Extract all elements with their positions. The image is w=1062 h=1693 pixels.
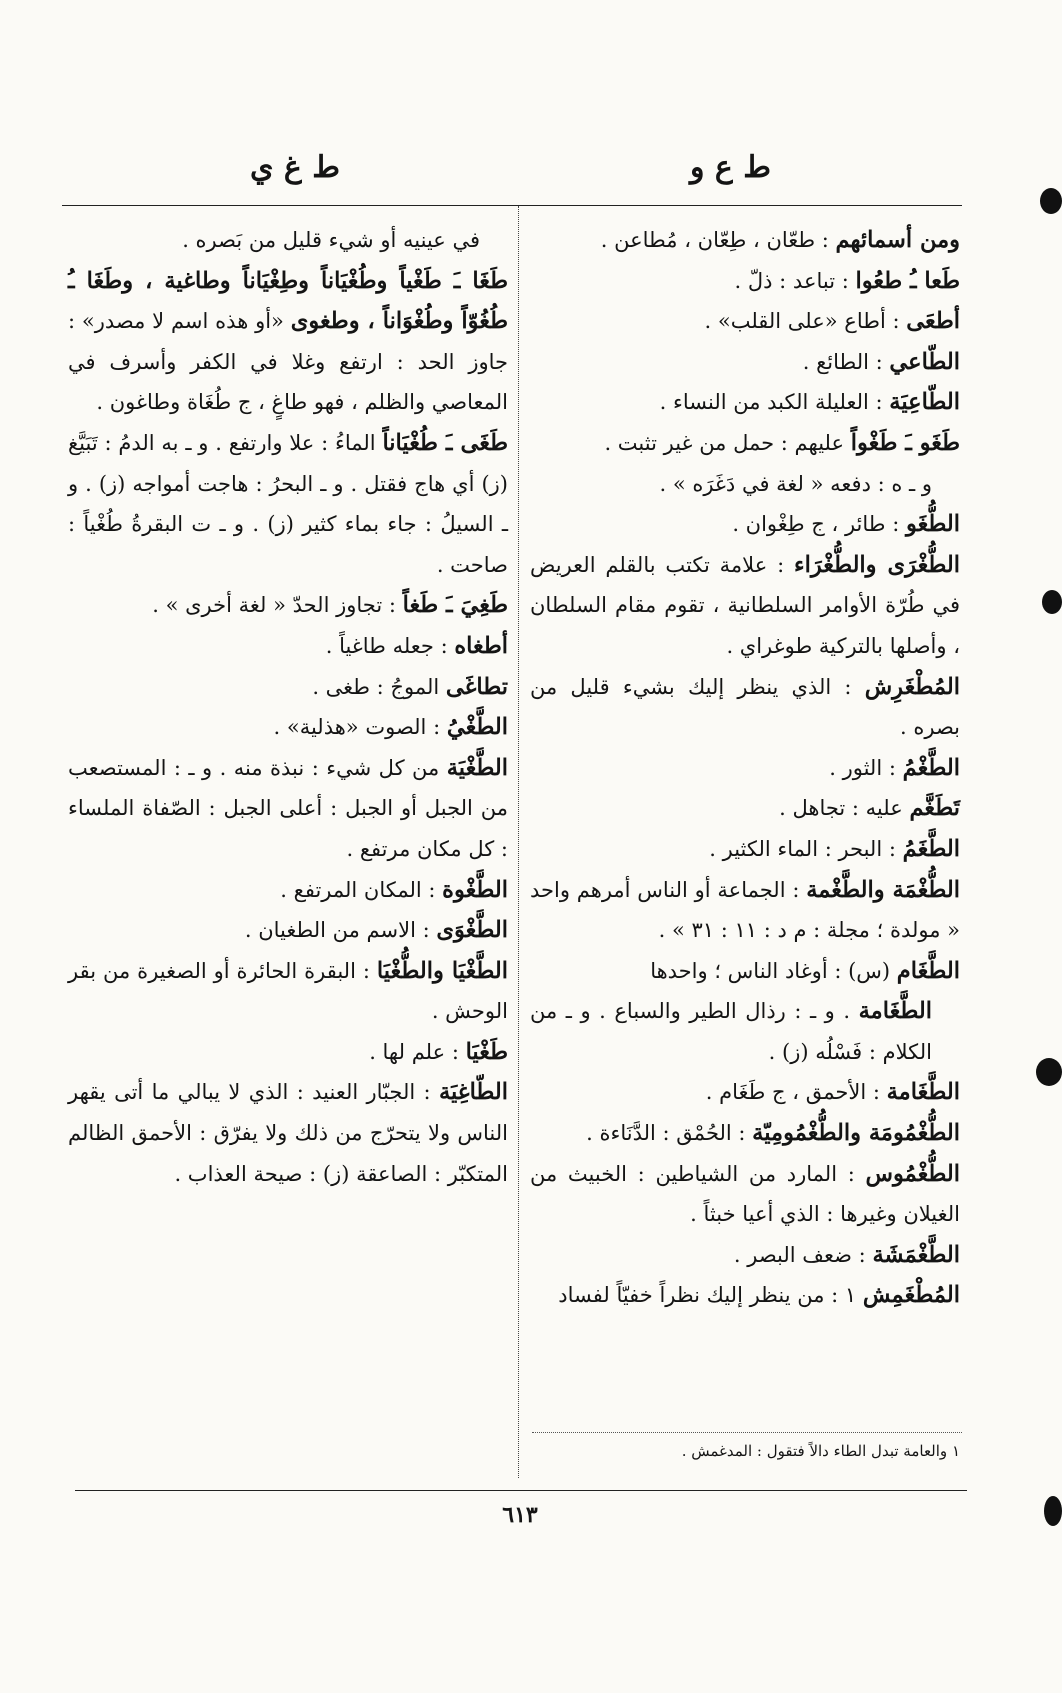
entry-headword: أطغاه <box>454 632 508 659</box>
entry-headword: طَعا ـُ طعُوا <box>855 267 960 294</box>
entry-definition: من كل شيء : نبذة منه . و ـ : المستصعب من الجبل أو الجبل : أعلى الجبل : الصّفاة الملساء : كل مكان مرتفع . <box>68 755 508 861</box>
entry-definition: : المكان المرتفع . <box>280 877 443 902</box>
entry-definition: : الجماعة أو الناس أمرهم واحد « مولدة ؛ مجلة : م د : ١١ : ٣١ » . <box>530 877 960 943</box>
entry-definition: : الذي ينظر إليك بشيء قليل من بصره . <box>530 674 960 740</box>
entry-definition: : الاسم من الطغيان . <box>244 918 437 943</box>
footnote: ١ والعامة تبدل الطاء دالاً فتقول : المدغمش . <box>681 1442 960 1460</box>
entry-headword: الطُّغْرَى والطُّغْرَاء <box>794 551 960 578</box>
dictionary-entry <box>530 261 960 302</box>
dictionary-entry-continuation <box>68 220 508 261</box>
entry-headword: أطعَى <box>906 308 960 335</box>
page-number: ٦١٣ <box>502 1502 538 1528</box>
right-column <box>530 220 960 1316</box>
entry-headword: المُطْغَمِش <box>862 1282 960 1309</box>
entry-definition: : الحُمْق : الدَّنَاءة . <box>586 1121 753 1146</box>
entry-headword: طَغَو ـَ طَغْواً <box>850 429 960 456</box>
entry-headword: الطَّغْيَا والطُّغْيَا <box>376 957 508 984</box>
entry-definition: : ضعف البصر . <box>733 1242 873 1267</box>
entry-headword: تطاغَى <box>445 673 508 700</box>
scan-blot <box>1042 590 1062 614</box>
dictionary-entry <box>68 585 508 626</box>
entry-definition: . و ـ : رذال الطير والسباع . و ـ من الكلام : فَسْلُه (ز) . <box>530 999 932 1064</box>
entry-headword: الطَّغْمَشَة <box>872 1241 960 1268</box>
dictionary-entry <box>530 1235 960 1276</box>
dictionary-entry <box>530 1072 960 1113</box>
entry-definition: و ـ ه : دفعه « لغة في دَغَرَه » . <box>659 471 932 496</box>
dictionary-entry <box>530 1154 960 1235</box>
entry-headword: الطَّغْوَى <box>436 917 508 944</box>
entry-definition: : طعّان ، طِعّان ، مُطاعن . <box>600 228 836 252</box>
entry-headword: الطّاغِيَة <box>438 1079 508 1106</box>
entry-headword: الطَّغَمُ <box>902 835 960 862</box>
scan-blot <box>1044 1496 1062 1526</box>
dictionary-entry <box>68 1032 508 1073</box>
entry-headword: الطَّغْوة <box>442 876 508 903</box>
footnote-rule <box>532 1432 962 1433</box>
entry-definition: الموجُ : طغى . <box>312 674 446 699</box>
dictionary-entry <box>530 382 960 423</box>
entry-definition: عليهم : حمل من غير تثبت . <box>604 430 851 455</box>
entry-headword: الطُّغْمُومَة والطُّغْمُومِيّة <box>752 1120 960 1147</box>
dictionary-entry <box>530 951 960 992</box>
left-column <box>68 220 508 1194</box>
page-header-right: ط ع و <box>690 150 772 185</box>
entry-definition: (س) : أوغاد الناس ؛ واحدها <box>650 958 897 983</box>
entry-definition: : علامة تكتب بالقلم العريض في طُرّة الأوامر السلطانية ، تقوم مقام السلطان ، وأصلها بالتركية طوغراي . <box>530 552 960 658</box>
entry-headword: طَغِيَ ـَ طَغاً <box>402 592 508 619</box>
entry-definition: : العليلة الكبد من النساء . <box>659 390 890 415</box>
entry-headword: الطُّغَو <box>905 511 960 538</box>
entry-headword: الطّاعي <box>889 348 960 375</box>
dictionary-entry <box>68 910 508 951</box>
entry-headword: الطُّغْمَة والطَّغْمة <box>806 876 960 903</box>
entry-definition: : الطائع . <box>802 349 890 374</box>
entry-headword: الطَّغَامة <box>858 998 932 1025</box>
entry-headword: تَطَغَّم <box>909 795 960 822</box>
dictionary-entry <box>530 1113 960 1154</box>
dictionary-entry <box>68 1072 508 1194</box>
dictionary-entry <box>530 667 960 748</box>
entry-headword: طَغَا ـَ طَغْياً وطُغْيَاناً وطِغْيَاناً وطاغية ، وطَغَا ـُ طُغُوّاً وطُغْوَاناً ، وطغوى <box>68 267 509 335</box>
entry-definition: : المارد من الشياطين : الخبيث من الغيلان وغيرها : الذي أعيا خبثاً . <box>530 1161 960 1227</box>
entry-definition: «أو هذه اسم لا مصدر» : جاوز الحد : ارتفع وغلا في الكفر وأسرف في المعاصي والظلم ، فهو طاغٍ ، ج طُغَاة وطاغون . <box>68 309 508 415</box>
entry-definition: : جعله طاغياً . <box>325 633 455 658</box>
dictionary-entry <box>530 220 960 261</box>
entry-headword: الطَّغْمُ <box>902 754 960 781</box>
entry-headword: الطَّغْيَة <box>446 754 508 781</box>
dictionary-entry <box>68 870 508 911</box>
dictionary-entry <box>68 626 508 667</box>
dictionary-entry <box>530 829 960 870</box>
entry-headword: الطّاعِيَة <box>889 389 960 416</box>
header-rule <box>62 205 962 206</box>
entry-definition: : طائر ، ج طِغْوان . <box>732 512 906 537</box>
entry-headword: الطَّغَامة <box>886 1079 960 1106</box>
entry-headword: المُطْغَرِش <box>864 673 960 700</box>
entry-definition: : تباعد : ذلّ . <box>734 268 856 293</box>
dictionary-entry <box>530 342 960 383</box>
dictionary-entry-continuation <box>530 991 960 1072</box>
scan-blot <box>1040 188 1062 214</box>
dictionary-entry <box>530 748 960 789</box>
dictionary-entry <box>530 301 960 342</box>
dictionary-entry <box>68 951 508 1032</box>
entry-definition: : علم لها . <box>369 1039 466 1064</box>
footer-rule <box>75 1490 967 1491</box>
entry-definition: ١ : من ينظر إليك نظراً خفيّاً لفساد <box>558 1283 863 1308</box>
dictionary-entry <box>68 748 508 870</box>
dictionary-entry <box>68 261 508 423</box>
dictionary-entry <box>530 870 960 951</box>
entry-definition: : الصوت «هذلية» . <box>273 715 447 740</box>
scan-blot <box>1036 1058 1062 1086</box>
dictionary-entry <box>68 667 508 708</box>
page-header-left: ط غ ي <box>250 150 341 185</box>
entry-definition: : الثور . <box>829 755 903 780</box>
entry-headword: الطَّغَام <box>896 957 960 984</box>
entry-definition: : الجبّار العنيد : الذي لا يبالي ما أتى يقهر الناس ولا يتحرّج من ذلك ولا يفرّق : الأحمق الظالم المتكبّر : الصاعقة (ز) : صيحة العذاب . <box>68 1080 508 1186</box>
dictionary-entry <box>68 707 508 748</box>
entry-definition: في عينيه أو شيء قليل من بَصره . <box>182 228 480 252</box>
dictionary-entry <box>530 545 960 667</box>
entry-definition: : أطاع «على القلب» . <box>704 309 907 334</box>
dictionary-entry <box>68 423 508 585</box>
entry-headword: الطُّغْمُوس <box>865 1160 960 1187</box>
entry-headword: الطَّغْيُ <box>446 714 508 741</box>
dictionary-entry <box>530 423 960 464</box>
entry-definition: : البحر : الماء الكثير . <box>709 836 903 861</box>
entry-definition: : تجاوز الحدّ « لغة أخرى » . <box>152 593 403 618</box>
entry-definition: عليه : تجاهل . <box>779 796 910 821</box>
dictionary-entry <box>530 788 960 829</box>
entry-definition: : البقرة الحائرة أو الصغيرة من بقر الوحش . <box>68 958 508 1024</box>
column-divider <box>518 206 519 1478</box>
dictionary-entry-continuation <box>530 464 960 505</box>
entry-headword: ومن أسمائهم <box>835 227 960 253</box>
entry-headword: طَغَى ـَ طُغْيَاناً <box>382 429 508 456</box>
entry-definition: : الأحمق ، ج طَغَام . <box>705 1080 887 1105</box>
entry-definition: الماءُ : علا وارتفع . و ـ به الدمُ : تَبَيَّغ (ز) أي هاج فقتل . و ـ البحرُ : هاجت أمواجه (ز) . و ـ السيلُ : جاء بماء كثير (ز) . و ـ ت البقرةُ طُغْياً : صاحت . <box>68 430 508 577</box>
dictionary-entry <box>530 1275 960 1316</box>
entry-headword: طَغْيَا <box>465 1038 508 1065</box>
dictionary-entry <box>530 504 960 545</box>
